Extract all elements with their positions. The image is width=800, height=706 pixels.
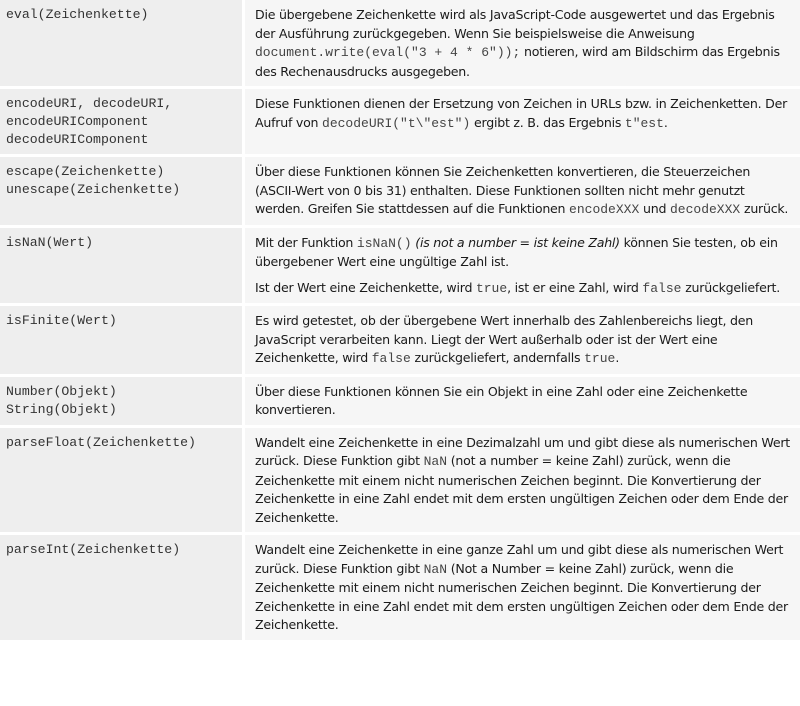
function-name-cell [0,377,242,425]
description-paragraph [255,234,790,272]
function-name: unescape(Zeichenkette) [6,182,181,197]
code-snippet: decodeXXX [669,202,741,217]
description-paragraph [255,312,790,369]
description-text: Wandelt eine Zeichenkette in eine Dezimalzahl um und gibt diese als numerischen Wert zurück. Diese Funktion gibt [255,434,790,468]
description-text: Über diese Funktionen können Sie ein Objekt in eine Zahl oder eine Zeichenkette konvertieren. [255,383,748,417]
function-name: decodeURIComponent [6,132,149,147]
function-name: Number(Objekt) [6,383,117,399]
description-paragraph [255,434,790,528]
description-text: , ist er eine Zahl, wird [507,279,643,295]
description-text: zurückgeliefert. [681,279,780,295]
function-name-cell [0,428,242,533]
description-text: Es wird getestet, ob der übergebene Wert innerhalb des Zahlenbereichs liegt, den JavaScript verarbeiten kann. Liegt der Wert außerhalb oder ist der Wert eine Zeichenkette, wird [255,313,753,365]
code-snippet: NaN [423,561,448,577]
code-snippet: false [371,351,411,366]
code-snippet: NaN [423,454,448,469]
code-snippet: encodeXXX [569,202,640,217]
code-snippet: decodeURI("t\"est") [322,115,471,131]
description-text: Die übergebene Zeichenkette wird als JavaScript-Code ausgewertet und das Ergebnis der Ausführung zurückgegeben. Wenn Sie beispielsweise die Anweisung [255,7,775,41]
description-text: . [615,350,620,365]
code-snippet: t"est [624,115,664,131]
code-snippet: true [584,351,616,366]
function-description-cell [245,157,800,225]
function-description-cell [245,306,800,374]
code-snippet: isNaN() [356,235,412,251]
function-name-cell [0,535,242,640]
function-name-cell [0,89,242,154]
description-text: (not a number = keine Zahl) zurück, wenn die Zeichenkette mit einem nicht numerischen Zeichen beginnt. Die Konvertierung der Zeichenkette in eine Zahl endet mit dem ersten ungültigen Zeichen oder dem Ende der Zeichenkette. [255,453,788,525]
description-text: (Not a Number = keine Zahl) zurück, wenn die Zeichenkette mit einem nicht numerischen Zeichen beginnt. Die Konvertierung der Zeichenkette in eine Zahl endet mit dem ersten ungültigen Zeichen oder dem Ende der Zeichenkette. [255,560,788,632]
function-description-cell [245,428,800,533]
code-snippet: false [642,280,682,296]
description-text: ergibt z. B. das Ergebnis [470,114,625,130]
function-description-cell [245,89,800,154]
function-name-cell [0,228,242,304]
function-name: isFinite(Wert) [6,313,117,328]
function-name-cell [0,306,242,374]
description-paragraph [255,95,790,133]
description-emphasis: (is not a number = ist keine Zahl) [411,234,620,250]
code-snippet: document.write(eval("3 + 4 * 6")); [255,45,521,60]
description-paragraph [255,6,790,81]
description-text: können Sie testen, ob ein übergebener Wert eine ungültige Zahl ist. [255,234,778,269]
function-name: escape(Zeichenkette) [6,164,165,179]
function-name: eval(Zeichenkette) [6,7,149,22]
description-text: . [663,114,668,130]
description-text: notieren, wird am Bildschirm das Ergebnis des Rechenausdrucks ausgegeben. [255,44,780,79]
function-name-cell [0,157,242,225]
function-description-cell [245,0,800,86]
description-paragraph [255,163,790,220]
description-paragraph [255,541,790,635]
description-text: zurück. [740,201,789,216]
description-text: Über diese Funktionen können Sie Zeichenketten konvertieren, die Steuerzeichen (ASCII-Wert von 0 bis 31) enthalten. Diese Funktionen sollten nicht mehr genutzt werden. Greifen Sie stattdessen auf die Funktionen [255,164,751,216]
description-text: Diese Funktionen dienen der Ersetzung von Zeichen in URLs bzw. in Zeichenketten. Der Aufruf von [255,96,788,130]
code-snippet: true [475,280,508,296]
function-name: encodeURI, decodeURI, [6,96,173,111]
function-description-cell [245,377,800,425]
description-text: Ist der Wert eine Zeichenkette, wird [255,279,476,295]
description-paragraph [255,383,790,420]
function-name: parseInt(Zeichenkette) [6,542,181,557]
function-description-cell [245,535,800,640]
description-text: zurückgeliefert, andernfalls [410,350,585,365]
function-description-cell [245,228,800,304]
function-name: isNaN(Wert) [6,234,94,250]
description-text: Wandelt eine Zeichenkette in eine ganze Zahl um und gibt diese als numerischen Wert zurück. Diese Funktion gibt [255,542,784,576]
function-name-cell [0,0,242,86]
description-text: und [639,201,670,216]
description-text: Mit der Funktion [255,234,357,250]
function-name: encodeURIComponent [6,114,149,129]
function-name: String(Objekt) [6,401,117,417]
function-name: parseFloat(Zeichenkette) [6,434,196,450]
description-paragraph [255,279,790,299]
